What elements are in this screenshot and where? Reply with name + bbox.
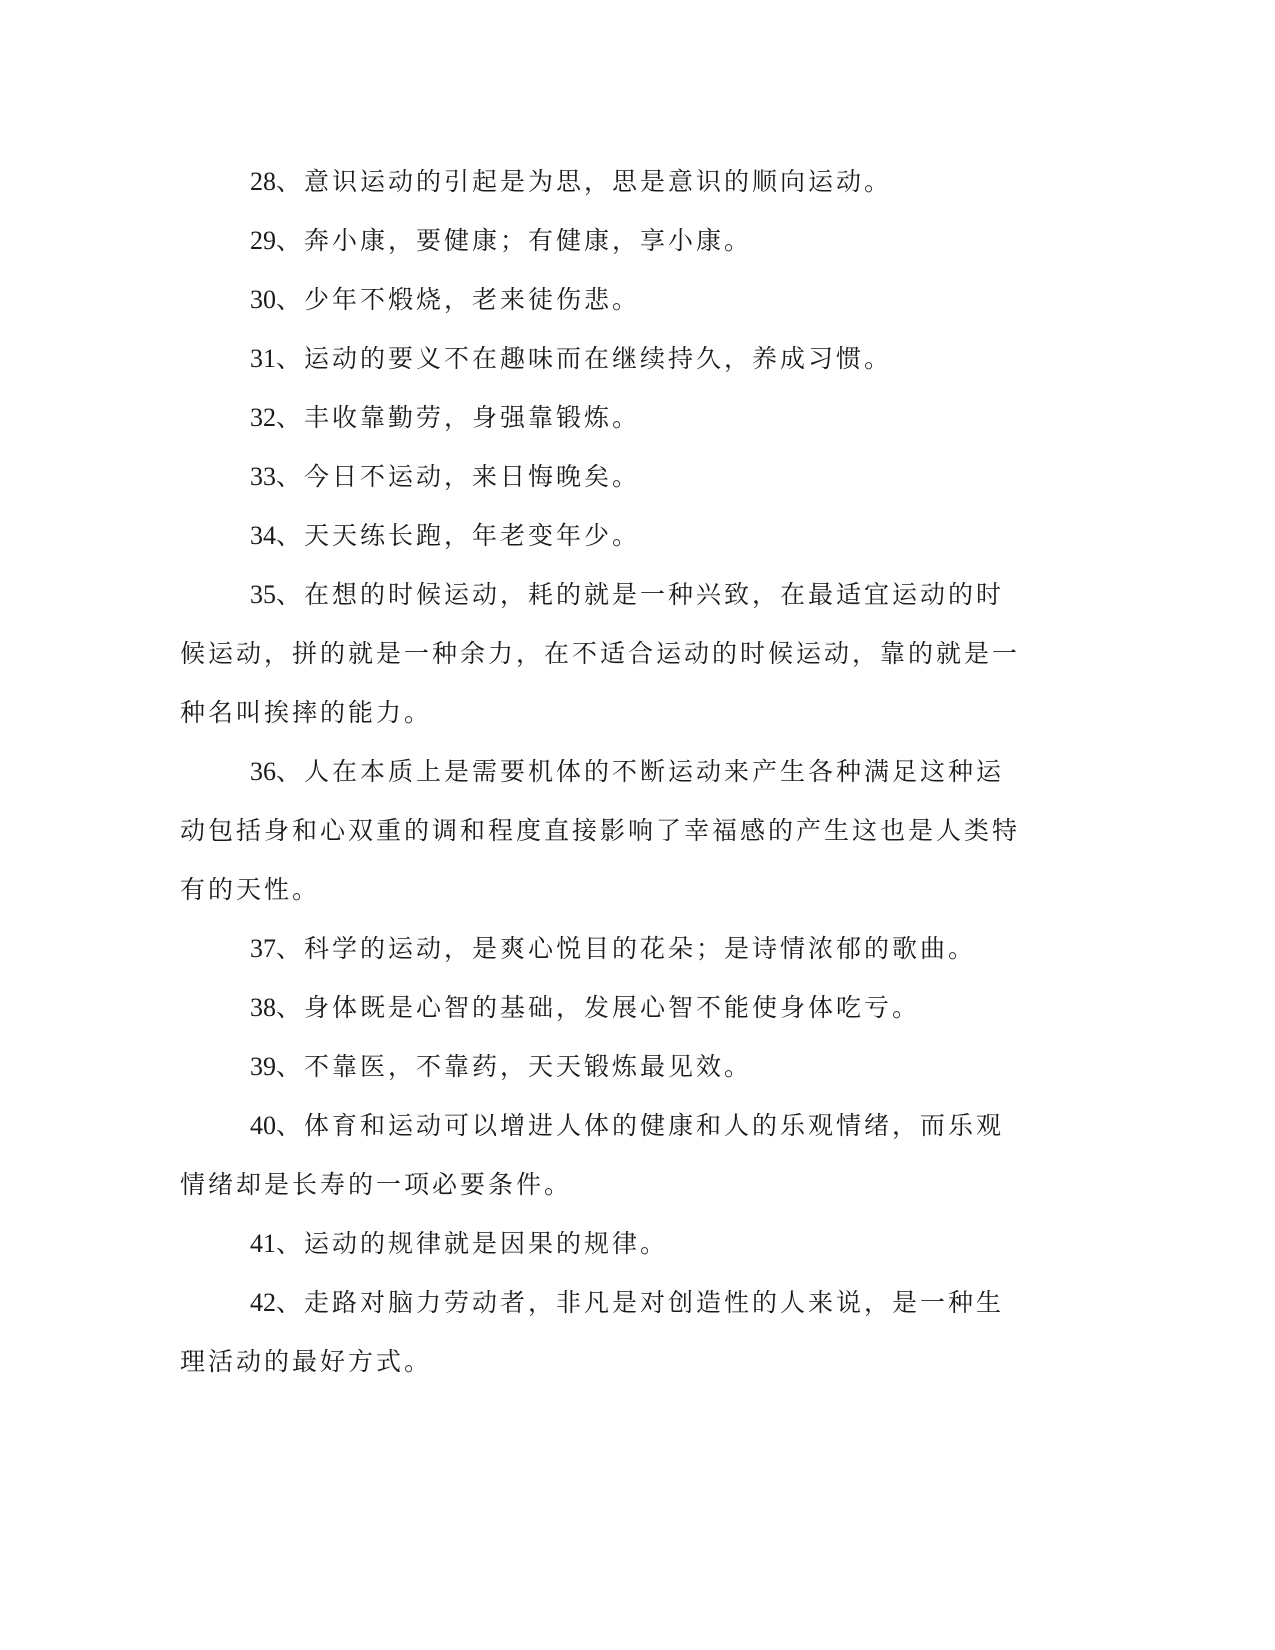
quote-separator: 、 [276,934,305,963]
quote-text: 丰收靠勤劳，身强靠锻炼。 [304,403,641,432]
quote-separator: 、 [276,167,305,196]
quote-number: 36 [250,757,276,786]
quote-text: 在想的时候运动，耗的就是一种兴致，在最适宜运动的时候运动，拼的就是一种余力，在不适合运动的时候运动，靠的就是一种名叫挨摔的能力。 [180,580,1021,727]
quote-separator: 、 [276,1111,305,1140]
quote-item-40 [180,1096,1030,1214]
quote-separator: 、 [276,1229,305,1258]
quote-item-37 [180,919,1030,978]
quote-separator: 、 [276,462,305,491]
quote-list [180,152,1030,1391]
quote-item-41 [180,1214,1030,1273]
quote-separator: 、 [276,403,305,432]
quote-text: 体育和运动可以增进人体的健康和人的乐观情绪，而乐观情绪却是长寿的一项必要条件。 [180,1111,1005,1199]
quote-text: 运动的要义不在趣味而在继续持久，养成习惯。 [304,344,893,373]
quote-item-38 [180,978,1030,1037]
quote-item-28 [180,152,1030,211]
quote-item-42 [180,1273,1030,1391]
quote-text: 天天练长跑，年老变年少。 [304,521,641,550]
quote-text: 身体既是心智的基础，发展心智不能使身体吃亏。 [304,993,921,1022]
quote-item-39 [180,1037,1030,1096]
quote-separator: 、 [276,521,305,550]
quote-number: 29 [250,226,276,255]
quote-number: 37 [250,934,276,963]
quote-number: 28 [250,167,276,196]
quote-text: 运动的规律就是因果的规律。 [304,1229,669,1258]
quote-text: 少年不煅烧，老来徒伤悲。 [304,285,641,314]
quote-text: 人在本质上是需要机体的不断运动来产生各种满足这种运动包括身和心双重的调和程度直接影响了幸福感的产生这也是人类特有的天性。 [180,757,1021,904]
quote-number: 35 [250,580,276,609]
quote-separator: 、 [276,993,305,1022]
quote-number: 32 [250,403,276,432]
quote-number: 40 [250,1111,276,1140]
quote-item-30 [180,270,1030,329]
quote-text: 走路对脑力劳动者，非凡是对创造性的人来说，是一种生理活动的最好方式。 [180,1288,1005,1376]
quote-item-36 [180,742,1030,919]
quote-number: 33 [250,462,276,491]
quote-text: 奔小康，要健康；有健康，享小康。 [304,226,753,255]
quote-separator: 、 [276,285,305,314]
quote-text: 今日不运动，来日悔晚矣。 [304,462,641,491]
quote-separator: 、 [276,1288,305,1317]
quote-separator: 、 [276,226,305,255]
quote-number: 38 [250,993,276,1022]
quote-number: 42 [250,1288,276,1317]
quote-item-29 [180,211,1030,270]
quote-number: 39 [250,1052,276,1081]
quote-separator: 、 [276,757,305,786]
quote-separator: 、 [276,344,305,373]
quote-number: 31 [250,344,276,373]
quote-item-35 [180,565,1030,742]
quote-text: 不靠医，不靠药，天天锻炼最见效。 [304,1052,753,1081]
quote-text: 科学的运动，是爽心悦目的花朵；是诗情浓郁的歌曲。 [304,934,977,963]
quote-number: 30 [250,285,276,314]
quote-number: 34 [250,521,276,550]
quote-item-32 [180,388,1030,447]
quote-separator: 、 [276,1052,305,1081]
quote-item-34 [180,506,1030,565]
quote-item-33 [180,447,1030,506]
quote-number: 41 [250,1229,276,1258]
quote-text: 意识运动的引起是为思，思是意识的顺向运动。 [304,167,893,196]
quote-separator: 、 [276,580,305,609]
quote-item-31 [180,329,1030,388]
